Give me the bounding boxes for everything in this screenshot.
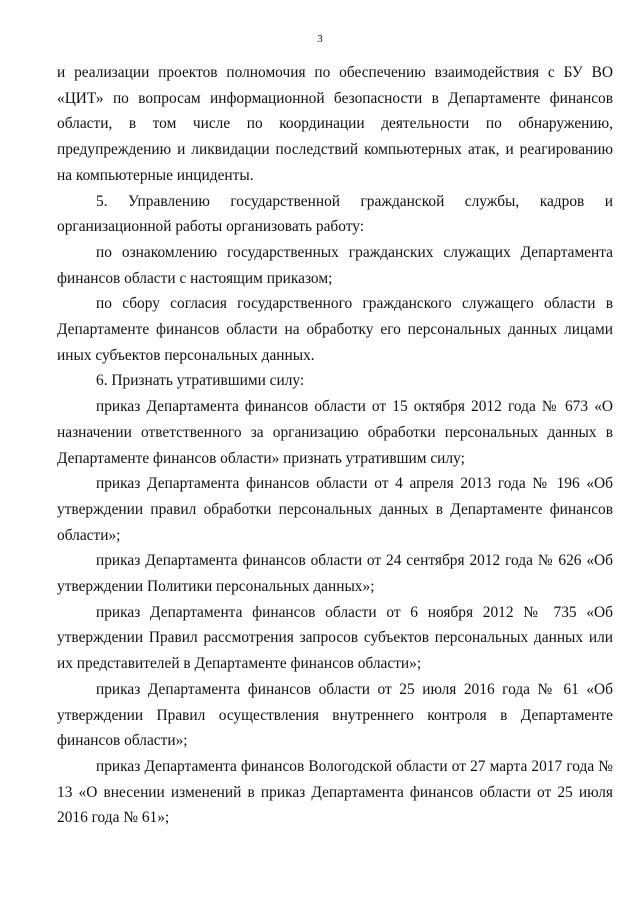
paragraph-repealed-order-735: приказ Департамента финансов области от 6 ноября 2012 № 735 «Об утверждении Правил рассмотрения запросов субъектов персональных данных или их представителей в Департаменте финансов области»; [57, 603, 613, 673]
paragraph-repealed-order-626: приказ Департамента финансов области от 24 сентября 2012 года № 626 «Об утверждении Политики персональных данных»; [57, 552, 613, 596]
paragraph-item-5: 5. Управлению государственной гражданской службы, кадров и организационной работы организовать работу: [57, 192, 613, 236]
paragraph-repealed-order-13: приказ Департамента финансов Вологодской области от 27 марта 2017 года № 13 «О внесении изменений в приказ Департамента финансов области от 25 июля 2016 года № 61»; [57, 757, 613, 827]
page-number: 3 [317, 33, 323, 45]
paragraph-repealed-order-196: приказ Департамента финансов области от 4 апреля 2013 года № 196 «Об утверждении правил обработки персональных данных в Департаменте финансов области»; [57, 475, 613, 544]
paragraph-repealed-order-61: приказ Департамента финансов области от 25 июля 2016 года № 61 «Об утверждении Правил осуществления внутреннего контроля в Департаменте финансов области»; [57, 680, 613, 750]
paragraph-item-5-consent: по сбору согласия государственного гражданского служащего области в Департаменте финансов области на обработку его персональных данных лицами иных субъектов персональных данных. [57, 295, 613, 364]
paragraph-continuation-cit: и реализации проектов полномочия по обеспечению взаимодействия с БУ ВО «ЦИТ» по вопросам информационной безопасности в Департаменте финансов области, в том числе по координации деятельности по обнаружению, предупреждению и ликвидации последствий компьютерных атак, и реагированию на компьютерные инциденты. [57, 64, 613, 184]
document-body [57, 60, 613, 831]
paragraph-item-6: 6. Признать утратившими силу: [96, 372, 305, 390]
paragraph-item-5-familiarization: по ознакомлению государственных гражданских служащих Департамента финансов области с настоящим приказом; [57, 243, 613, 287]
paragraph-repealed-order-673: приказ Департамента финансов области от 15 октября 2012 года № 673 «О назначении ответственного за организацию обработки персональных данных в Департаменте финансов области» признать утратившим силу; [57, 398, 613, 467]
